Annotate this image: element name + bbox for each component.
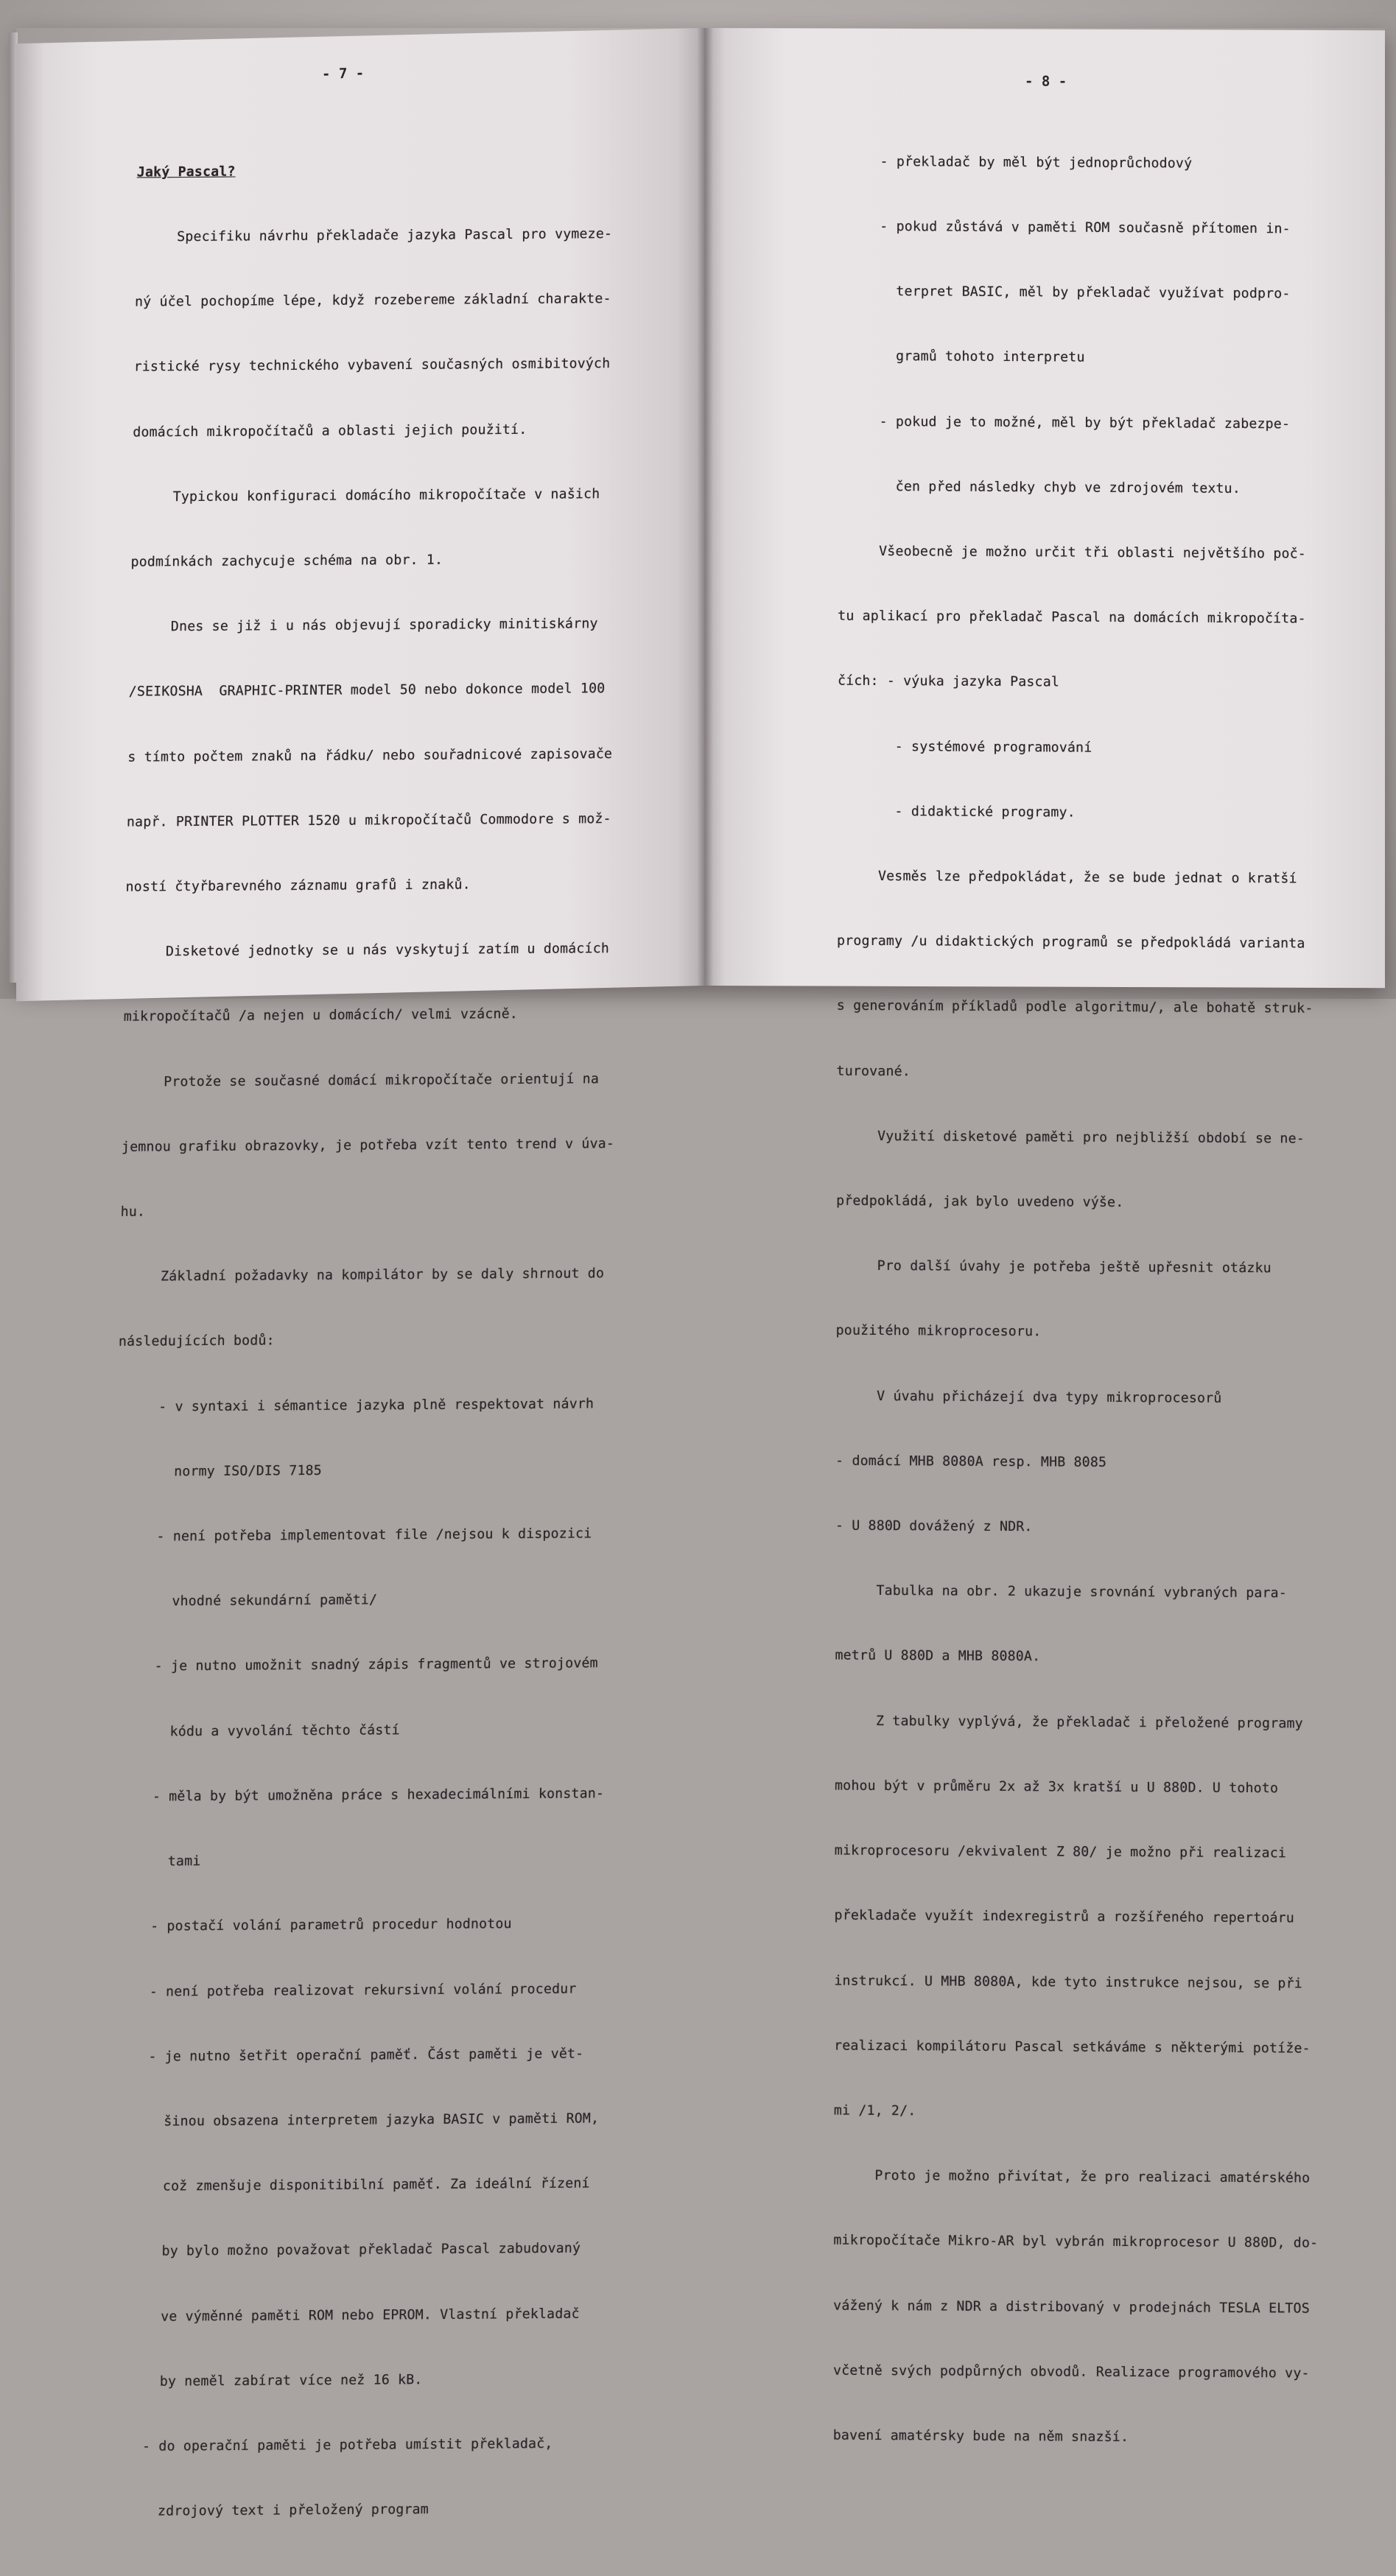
text-line: by bylo možno považovat překladač Pascal zabudovaný [104,2240,581,2260]
text-line: mikropočítače Mikro-AR byl vybrán mikroprocesor U 880D, do- [833,2232,1319,2251]
right-page-text [833,108,1324,2493]
text-line: předpokládá, jak bylo uvedeno výše. [836,1193,1124,1211]
list-item: - v syntaxi i sémantice jazyka plně respektovat návrh [117,1396,594,1415]
text-line: Tabulka na obr. 2 ukazuje srovnání vybraných para- [835,1582,1288,1601]
list-item: - domácí MHB 8080A resp. MHB 8085 [835,1453,1107,1470]
left-page [16,28,704,2520]
list-item: - systémové programování [837,738,1092,756]
text-line: realizaci kompilátoru Pascal setkáváme s některými potíže- [834,2038,1311,2057]
text-line: Dnes se již i u nás objevují sporadicky minitiskárny [129,616,598,635]
text-line: překladače využít indexregistrů a rozšířeného repertoáru [834,1907,1294,1926]
text-line: následujících bodů: [118,1333,275,1350]
text-line: Základní požadavky na kompilátor by se daly shrnout do [119,1266,605,1285]
text-line: hu. [120,1204,146,1220]
text-line: turované. [836,1063,911,1079]
left-page-text [99,115,631,2566]
text-line: bavení amatérsky bude na něm snazší. [832,2427,1129,2445]
list-item: - didaktické programy. [837,803,1076,821]
text-line: s generováním příkladů podle algoritmu/, ale bohatě struk- [836,998,1313,1017]
text-line: Všeobecně je možno určit tři oblasti největšího poč- [838,543,1306,562]
section-heading: Jaký Pascal? [136,164,236,180]
text-line: což zmenšuje disponitibilní paměť. Za ideální řízení [105,2175,590,2195]
text-line: šinou obsazena interpretem jazyka BASIC v paměti ROM, [106,2110,600,2130]
right-page-number: - 8 - [1025,73,1067,90]
text-line: gramů tohoto interpretu [838,348,1085,366]
right-page [704,28,1385,2445]
text-line: Specifiku návrhu překladače jazyka Pascal pro vymeze- [136,225,613,245]
list-item: - pokud je to možné, měl by být překladač zabezpe- [838,413,1291,432]
text-line: programy /u didaktických programů se předpokládá varianta [837,933,1305,952]
text-line: čen před následky chyb ve zdrojovém textu. [838,478,1241,496]
text-line: normy ISO/DIS 7185 [116,1462,323,1480]
text-line: vážený k nám z NDR a distribovaný v prodejnách TESLA ELTOS [833,2298,1310,2317]
text-line: mikropočítačů /a nejen u domácích/ velmi vzácně. [123,1006,519,1025]
text-line: čích: - výuka jazyka Pascal [837,673,1060,690]
text-line: Využití disketové paměti pro nejbližší období se ne- [836,1128,1305,1147]
text-line: Proto je možno přivítat, že pro realizaci amatérského [833,2167,1311,2186]
text-line: včetně svých podpůrných obvodů. Realizace programového vy- [832,2362,1310,2382]
text-line: /SEIKOSHA GRAPHIC-PRINTER model 50 nebo dokonce model 100 [128,681,606,701]
text-line: Protože se současné domácí mikropočítače orientují na [122,1070,600,1090]
text-line: např. PRINTER PLOTTER 1520 u mikropočítačů Commodore s mož- [126,810,611,830]
text-line: V úvahu přicházejí dva typy mikroprocesorů [835,1388,1222,1406]
text-line: ristické rysy technického vybavení současných osmibitových [133,356,611,375]
text-line: instrukcí. U MHB 8080A, kde tyto instrukce nejsou, se při [834,1973,1302,1991]
text-line: ve výměnné paměti ROM nebo EPROM. Vlastní překladač [102,2306,580,2325]
text-line: vhodné sekundární paměti/ [114,1592,378,1610]
text-line: mikroprocesoru /ekvivalent Z 80/ je možno při realizaci [834,1842,1287,1861]
list-item: - není potřeba realizovat rekursivní volání procedur [108,1981,577,2000]
text-line: jemnou grafiku obrazovky, je potřeba vzít tento trend v úva- [121,1135,615,1155]
text-line: zdrojový text i přeložený program [99,2502,429,2520]
text-line: podmínkách zachycuje schéma na obr. 1. [130,552,443,570]
list-item: - překladač by měl být jednoprůchodový [838,153,1193,172]
text-line: metrů U 880D a MHB 8080A. [835,1648,1041,1665]
list-item: - je nutno šetřit operační paměť. Část paměti je vět- [107,2046,584,2065]
text-line: mi /1, 2/. [833,2102,916,2119]
text-line: kódu a vyvolání těchto částí [112,1722,400,1740]
list-item: - není potřeba implementovat file /nejsou k dispozici [115,1526,592,1545]
text-line: by neměl zabírat více než 16 kB. [102,2371,423,2390]
text-line: Pro další úvahy je potřeba ještě upřesnit otázku [835,1257,1272,1277]
book-spine [697,28,713,986]
list-item: - do operační paměti je potřeba umístit překladač, [101,2435,553,2455]
list-item: - měla by být umožněna práce s hexadecimálními konstan- [111,1786,605,1805]
text-line: tu aplikací pro překladač Pascal na domácích mikropočíta- [838,608,1306,627]
open-booklet [16,28,1385,2520]
text-line: ný účel pochopíme lépe, když rozebereme základní charakte- [134,291,611,310]
text-line: s tímto počtem znaků na řádku/ nebo souřadnicové zapisovače [127,745,613,765]
text-line: ností čtyřbarevného záznamu grafů i znaků. [125,877,471,895]
text-line: Vesměs lze předpokládat, že se bude jednat o kratší [837,868,1297,887]
list-item: - postačí volání parametrů procedur hodnotou [109,1916,512,1935]
text-line: použitého mikroprocesoru. [835,1323,1042,1340]
text-line: Disketové jednotky se u nás vyskytují zatím u domácích [124,941,610,960]
list-item: - je nutno umožnit snadný zápis fragmentů ve strojovém [113,1655,598,1675]
text-line: Typickou konfiguraci domácího mikropočítače v našich [131,485,600,505]
list-item: - pokud zůstává v paměti ROM současně přítomen in- [838,218,1291,237]
text-line: terpret BASIC, měl by překladač využívat podpro- [838,283,1291,302]
text-line: Z tabulky vyplývá, že překladač i přeložené programy [835,1713,1303,1732]
text-line: domácích mikropočítačů a oblasti jejich použití. [133,421,527,441]
text-line: mohou být v průměru 2x až 3x kratší u U 880D. U tohoto [835,1777,1279,1797]
left-page-number: - 7 - [322,65,365,83]
text-line: tami [110,1853,201,1870]
list-item: - U 880D dovážený z NDR. [835,1517,1033,1535]
